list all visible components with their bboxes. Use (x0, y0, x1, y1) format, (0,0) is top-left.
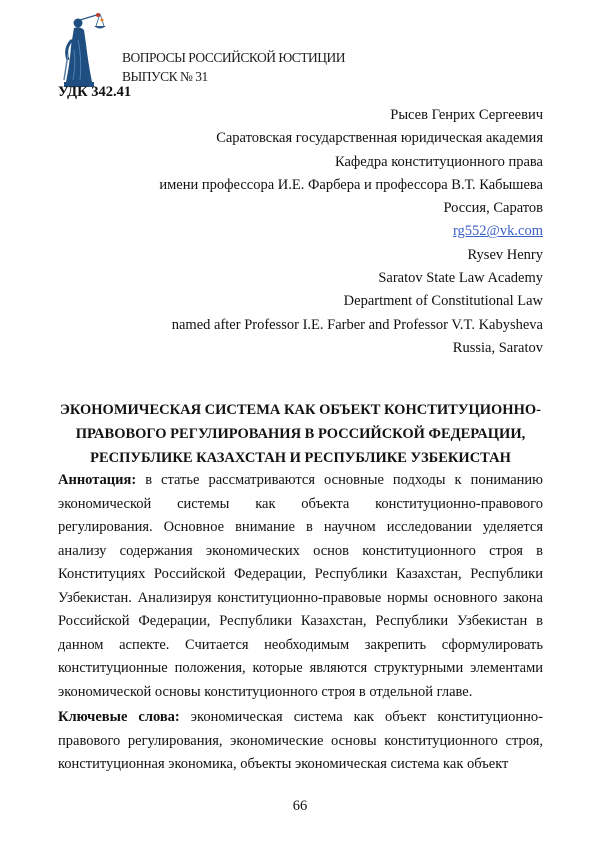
themis-logo-icon (58, 10, 106, 88)
department-en: Department of Constitutional Law (343, 293, 543, 310)
department-ru: Кафедра конституционного права (334, 153, 543, 170)
page-number: 66 (292, 798, 308, 814)
abstract-text: в статье рассматриваются основные подходы к пониманию экономической системы как объекта конституционно-правового регулирования. Основное внимание в научном исследовании уделяется анализу содержания экономических основ конституционного строя в Конституциях Российской Федерации, Республики Казахстан, Республики Узбекистан. Анализируя конституционно-правовые нормы основного закона Российской Федерации, Республики Казахстан, Республики Узбекистан в данном аспекте. Считается необходимым закрепить сформулировать конституционные положения, которые являются структурными элементами экономической основы конституционного строя в отдельной главе. (58, 472, 543, 700)
keywords-label: Ключевые слова: (58, 709, 180, 725)
abstract-paragraph (58, 469, 543, 704)
title-line-3: РЕСПУБЛИКЕ КАЗАХСТАН И РЕСПУБЛИКЕ УЗБЕКИСТАН (90, 450, 511, 466)
department-named-ru: имени профессора И.Е. Фарбера и профессора В.Т. Кабышева (159, 176, 543, 193)
email-link[interactable]: rg552@vk.com (452, 223, 543, 240)
article-title (58, 398, 543, 470)
keywords-text: экономическая система как объект конституционно-правового регулирования, экономические основы конституционного строя, конституционная экономика, объекты экономическая система как объект (58, 709, 544, 772)
keywords-paragraph (58, 706, 543, 777)
department-named-en: named after Professor I.E. Farber and Professor V.T. Kabysheva (171, 316, 543, 333)
abstract-label: Аннотация: (58, 472, 137, 488)
location-en: Russia, Saratov (452, 339, 543, 356)
location-ru: Россия, Саратов (443, 200, 543, 217)
title-line-1: ЭКОНОМИЧЕСКАЯ СИСТЕМА КАК ОБЪЕКТ КОНСТИТУЦИОННО- (60, 402, 541, 418)
author-block (159, 104, 543, 360)
title-line-2: ПРАВОВОГО РЕГУЛИРОВАНИЯ В РОССИЙСКОЙ ФЕДЕРАЦИИ, (75, 426, 526, 442)
journal-title (122, 48, 345, 86)
abstract-section (58, 469, 543, 777)
journal-name: ВОПРОСЫ РОССИЙСКОЙ ЮСТИЦИИ (122, 50, 346, 65)
udk-code: УДК 342.41 (58, 84, 132, 100)
institution-en: Saratov State Law Academy (378, 270, 543, 287)
journal-header (58, 10, 478, 90)
journal-issue: ВЫПУСК № 31 (122, 69, 208, 84)
author-name-ru: Рысев Генрих Сергеевич (390, 107, 543, 123)
institution-ru: Саратовская государственная юридическая академия (216, 130, 543, 147)
author-name-en: Rysev Henry (467, 246, 543, 263)
